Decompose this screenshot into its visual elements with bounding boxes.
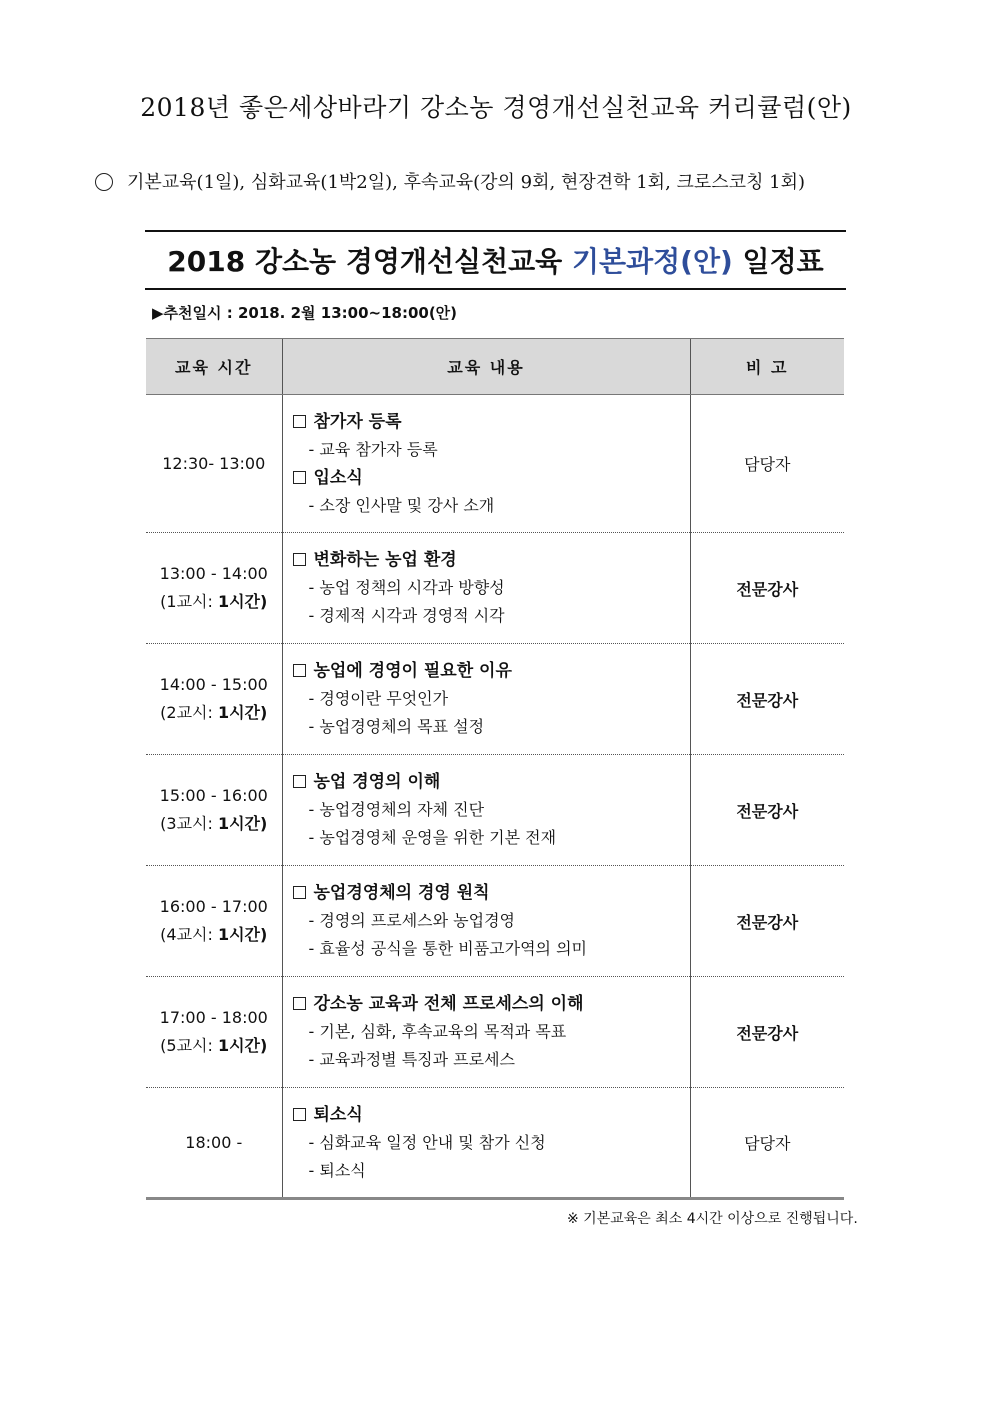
note-cell: 전문강사 (690, 755, 844, 866)
note-cell: 전문강사 (690, 977, 844, 1088)
content-cell (282, 866, 690, 977)
content-cell (282, 533, 690, 644)
time-cell (146, 395, 282, 533)
session-item: - 퇴소식 (308, 1160, 366, 1180)
footnote: ※ 기본교육은 최소 4시간 이상으로 진행됩니다. (567, 1211, 858, 1227)
schedule-table (146, 338, 844, 1200)
recommended-date: ▶추천일시 : 2018. 2월 13:00~18:00(안) (152, 304, 458, 322)
document-title: 2018년 좋은세상바라기 강소농 경영개선실천교육 커리큘럼(안) (140, 93, 852, 122)
checkbox-square-icon (293, 553, 306, 566)
bullet-line (95, 168, 805, 194)
session-title: 퇴소식 (293, 1101, 689, 1129)
content-cell (282, 395, 690, 533)
checkbox-square-icon (293, 1108, 306, 1121)
time-range: 17:00 - 18:00 (159, 1008, 268, 1027)
session-title: 변화하는 농업 환경 (293, 546, 689, 574)
bullet-text: 기본교육(1일), 심화교육(1박2일), 후속교육(강의 9회, 현장견학 1회, 크로스코칭 1회) (127, 172, 806, 193)
session-item: - 교육 참가자 등록 (308, 439, 438, 459)
session-item: - 농업경영체의 자체 진단 (308, 800, 485, 819)
time-cell (146, 755, 282, 866)
schedule-body (146, 395, 844, 1199)
session-title: 입소식 (293, 464, 689, 492)
checkbox-square-icon (293, 415, 306, 428)
schedule-title (145, 240, 846, 280)
table-row (146, 755, 844, 866)
note-cell: 전문강사 (690, 644, 844, 755)
checkbox-square-icon (293, 775, 306, 788)
note-cell: 전문강사 (690, 533, 844, 644)
period-label: (3교시: 1시간) (160, 814, 268, 833)
note-cell: 담당자 (690, 1088, 844, 1199)
session-item: - 농업경영체의 목표 설정 (308, 717, 485, 736)
note-cell: 전문강사 (690, 866, 844, 977)
session-item: - 기본, 심화, 후속교육의 목적과 목표 (308, 1022, 567, 1041)
session-title: 강소농 교육과 전체 프로세스의 이해 (293, 990, 689, 1018)
session-title: 농업경영체의 경영 원칙 (293, 879, 689, 907)
table-row (146, 395, 844, 533)
time-cell (146, 644, 282, 755)
period-label: (1교시: 1시간) (160, 592, 268, 611)
content-cell (282, 644, 690, 755)
session-item: - 소장 인사말 및 강사 소개 (308, 495, 495, 515)
table-header-row (146, 339, 844, 395)
checkbox-square-icon (293, 886, 306, 899)
session-title: 농업에 경영이 필요한 이유 (293, 657, 689, 685)
table-row (146, 866, 844, 977)
time-range: 13:00 - 14:00 (159, 564, 268, 583)
session-item: - 경영의 프로세스와 농업경영 (308, 911, 516, 930)
checkbox-square-icon (293, 997, 306, 1010)
time-range: 18:00 - (185, 1132, 243, 1152)
table-row (146, 533, 844, 644)
circle-bullet-icon (95, 173, 113, 191)
session-item: - 농업 정책의 시각과 방향성 (308, 578, 505, 597)
content-cell (282, 977, 690, 1088)
time-range: 14:00 - 15:00 (159, 675, 268, 694)
session-item: - 경제적 시각과 경영적 시각 (308, 606, 505, 625)
period-label: (4교시: 1시간) (160, 925, 268, 944)
note-cell: 담당자 (690, 395, 844, 533)
session-title: 참가자 등록 (293, 408, 689, 436)
table-row (146, 1088, 844, 1199)
period-label: (5교시: 1시간) (160, 1036, 268, 1055)
time-range: 16:00 - 17:00 (159, 897, 268, 916)
time-cell (146, 977, 282, 1088)
table-row (146, 977, 844, 1088)
table-row (146, 644, 844, 755)
time-cell (146, 533, 282, 644)
checkbox-square-icon (293, 664, 306, 677)
session-title: 농업 경영의 이해 (293, 768, 689, 796)
time-cell (146, 866, 282, 977)
title-rule-bottom (145, 288, 846, 290)
checkbox-square-icon (293, 471, 306, 484)
time-range: 15:00 - 16:00 (159, 786, 268, 805)
period-label: (2교시: 1시간) (160, 703, 268, 722)
time-range: 12:30- 13:00 (162, 453, 266, 473)
schedule-title-suffix: 일정표 (732, 245, 824, 278)
time-cell (146, 1088, 282, 1199)
session-item: - 심화교육 일정 안내 및 참가 신청 (308, 1132, 546, 1152)
header-note: 비 고 (690, 339, 844, 395)
schedule-title-prefix: 2018 강소농 경영개선실천교육 (167, 245, 572, 278)
session-item: - 효율성 공식을 통한 비품고가역의 의미 (308, 939, 587, 958)
session-item: - 농업경영체 운영을 위한 기본 전재 (308, 828, 557, 847)
title-rule-top (145, 230, 846, 232)
session-item: - 교육과정별 특징과 프로세스 (308, 1050, 516, 1069)
header-time: 교육 시간 (146, 339, 282, 395)
session-item: - 경영이란 무엇인가 (308, 689, 449, 708)
schedule-title-highlight: 기본과정(안) (571, 245, 733, 278)
content-cell (282, 755, 690, 866)
content-cell (282, 1088, 690, 1199)
header-content: 교육 내용 (282, 339, 690, 395)
